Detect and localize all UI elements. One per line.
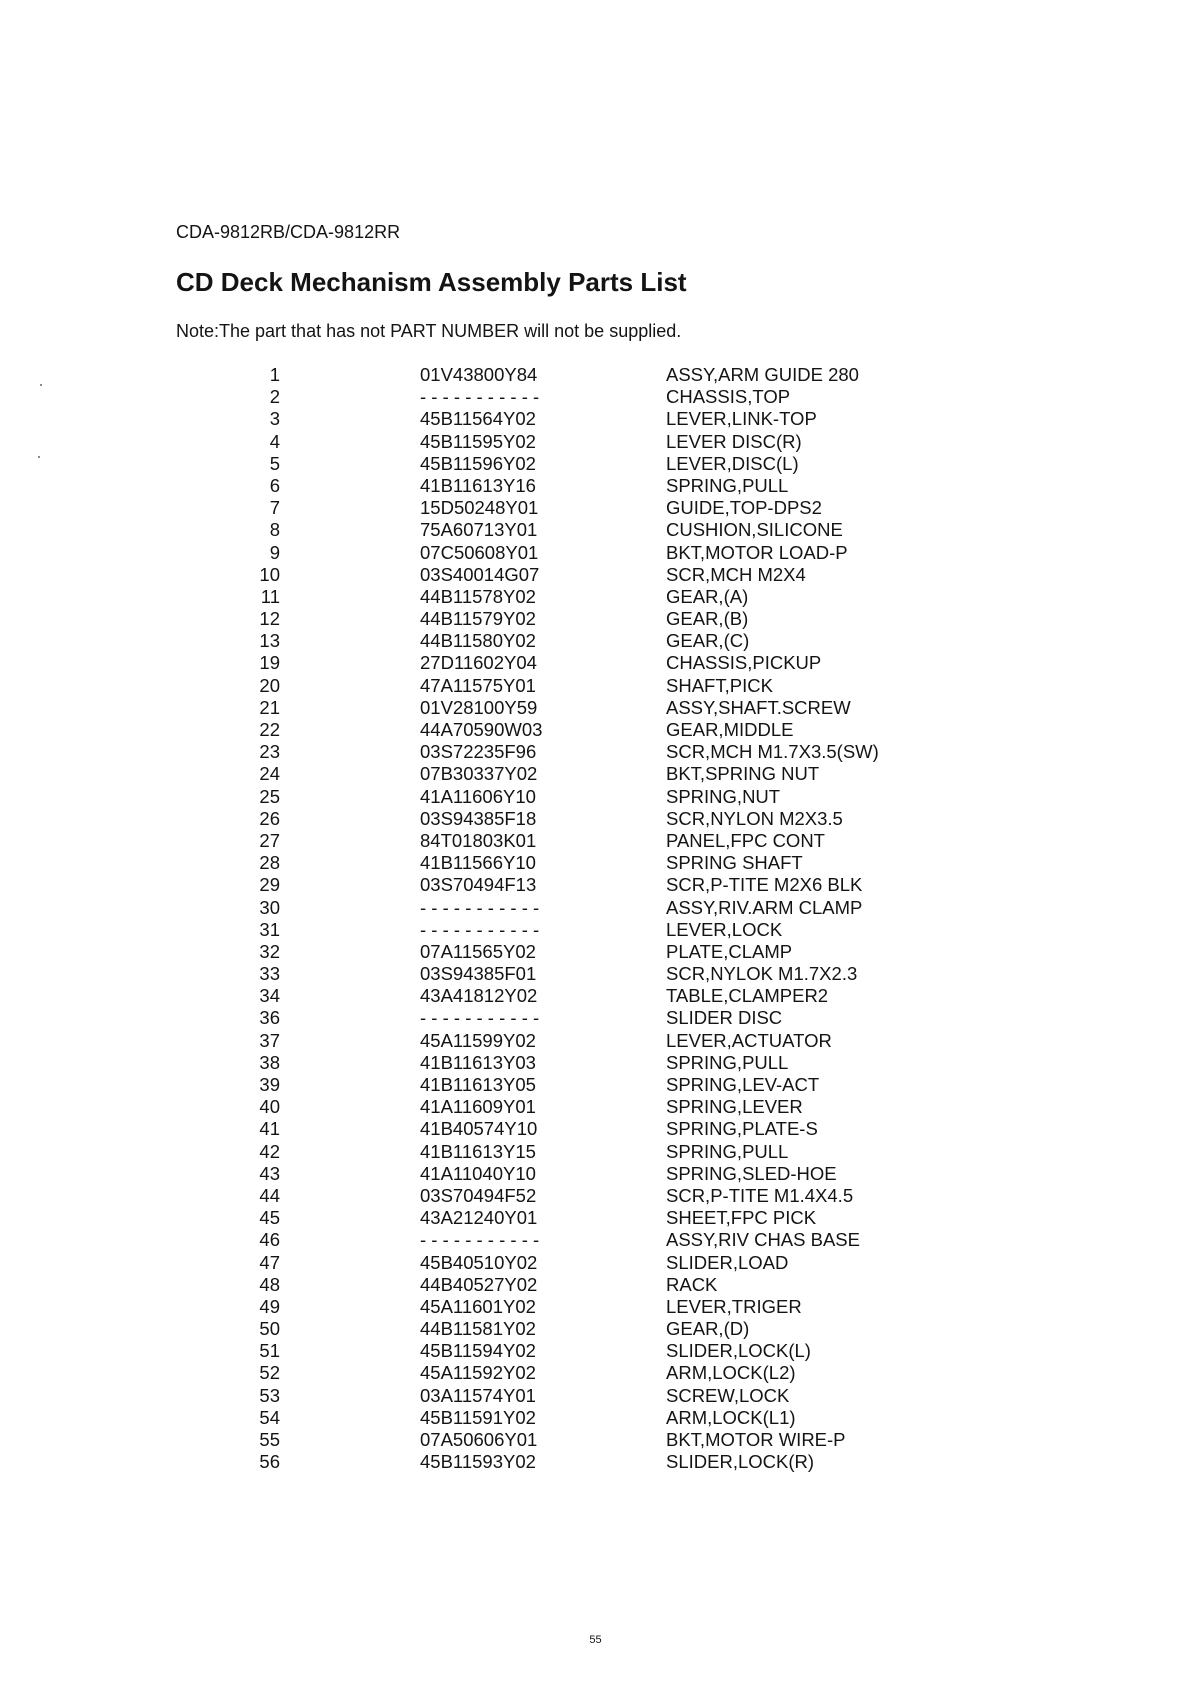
part-row: [0, 808, 1191, 830]
part-description: BKT,MOTOR LOAD-P: [666, 541, 848, 563]
part-row: [0, 1185, 1191, 1207]
item-number: 31: [259, 918, 280, 940]
part-description: CHASSIS,PICKUP: [666, 652, 822, 674]
part-number: 41B11613Y16: [420, 474, 536, 496]
item-number: 47: [259, 1251, 280, 1273]
part-row: [0, 719, 1191, 741]
part-number: 45B11591Y02: [420, 1406, 536, 1428]
part-row: [0, 1252, 1191, 1274]
part-number: 44B11581Y02: [420, 1318, 536, 1340]
part-description: SPRING,LEVER: [666, 1096, 803, 1118]
page-title: CD Deck Mechanism Assembly Parts List: [176, 267, 687, 297]
item-number: 7: [269, 497, 280, 519]
model-number: CDA-9812RB/CDA-9812RR: [176, 222, 401, 242]
part-description: SCR,NYLON M2X3.5: [666, 807, 843, 829]
part-row: [0, 542, 1191, 564]
part-row: [0, 519, 1191, 541]
item-number: 26: [259, 807, 280, 829]
part-description: ARM,LOCK(L1): [666, 1406, 796, 1428]
part-row: [0, 963, 1191, 985]
part-description: SLIDER,LOAD: [666, 1251, 789, 1273]
part-number: 44B40527Y02: [420, 1273, 538, 1295]
part-row: [0, 874, 1191, 896]
part-row: [0, 608, 1191, 630]
part-row: [0, 1385, 1191, 1407]
part-row: [0, 897, 1191, 919]
part-description: SHAFT,PICK: [666, 674, 773, 696]
part-row: [0, 1074, 1191, 1096]
part-description: RACK: [666, 1273, 718, 1295]
part-description: SCREW,LOCK: [666, 1384, 790, 1406]
part-description: GEAR,MIDDLE: [666, 719, 794, 740]
scan-speck: [40, 384, 42, 386]
part-description: PANEL,FPC CONT: [666, 829, 825, 851]
item-number: 44: [259, 1184, 280, 1206]
item-number: 41: [259, 1118, 280, 1140]
part-row: [0, 453, 1191, 475]
item-number: 5: [269, 452, 280, 474]
part-row: [0, 564, 1191, 586]
item-number: 21: [259, 696, 280, 718]
part-description: SCR,NYLOK M1.7X2.3: [666, 963, 858, 985]
item-number: 56: [259, 1451, 280, 1473]
item-number: 55: [259, 1429, 280, 1450]
part-row: [0, 1163, 1191, 1185]
part-row: [0, 475, 1191, 497]
part-row: [0, 1340, 1191, 1362]
part-description: SCR,P-TITE M2X6 BLK: [666, 874, 863, 896]
part-number: 03S70494F13: [420, 874, 537, 896]
part-number: 01V43800Y84: [420, 364, 538, 385]
part-description: SCR,MCH M1.7X3.5(SW): [666, 741, 879, 763]
part-description: GEAR,(B): [666, 608, 749, 630]
item-number: 29: [259, 874, 280, 896]
item-number: 49: [259, 1295, 280, 1317]
part-number: 03S70494F52: [420, 1184, 537, 1206]
part-number: 41B11566Y10: [420, 852, 536, 874]
item-number: 8: [269, 519, 280, 541]
item-number: 45: [259, 1207, 280, 1229]
part-number: 44B11578Y02: [420, 585, 536, 607]
part-row: [0, 497, 1191, 519]
part-number: 07A50606Y01: [420, 1429, 538, 1450]
part-row: [0, 1274, 1191, 1296]
part-description: GEAR,(D): [666, 1318, 750, 1340]
part-number: - - - - - - - - - - -: [420, 918, 540, 940]
item-number: 28: [259, 852, 280, 874]
item-number: 51: [259, 1340, 280, 1362]
part-number: 03S94385F01: [420, 963, 537, 985]
part-number: 41A11606Y10: [420, 785, 536, 807]
part-number: 44B11580Y02: [420, 630, 536, 652]
part-row: [0, 741, 1191, 763]
part-row: [0, 941, 1191, 963]
part-number: 15D50248Y01: [420, 497, 539, 519]
part-number: 01V28100Y59: [420, 696, 538, 718]
parts-list: [0, 364, 1191, 1473]
part-description: PLATE,CLAMP: [666, 940, 793, 962]
part-number: 45A11599Y02: [420, 1029, 536, 1051]
part-row: [0, 652, 1191, 674]
part-row: [0, 1451, 1191, 1473]
part-number: 43A21240Y01: [420, 1207, 538, 1229]
part-row: [0, 1296, 1191, 1318]
part-description: SCR,P-TITE M1.4X4.5: [666, 1184, 854, 1206]
part-number: 45B40510Y02: [420, 1251, 538, 1273]
part-description: SPRING,PULL: [666, 1051, 789, 1073]
part-number: 44B11579Y02: [420, 608, 536, 630]
item-number: 46: [259, 1229, 280, 1251]
part-row: [0, 1052, 1191, 1074]
part-number: 27D11602Y04: [420, 652, 537, 674]
part-number: 03A11574Y01: [420, 1384, 536, 1406]
item-number: 43: [259, 1162, 280, 1184]
item-number: 13: [259, 630, 280, 652]
part-row: [0, 1318, 1191, 1340]
item-number: 27: [259, 829, 280, 851]
part-row: [0, 364, 1191, 386]
item-number: 20: [259, 674, 280, 696]
item-number: 3: [269, 408, 280, 430]
item-number: 4: [269, 430, 280, 452]
part-number: 44A70590W03: [420, 719, 543, 740]
item-number: 53: [259, 1384, 280, 1406]
item-number: 25: [259, 785, 280, 807]
item-number: 22: [259, 719, 280, 740]
item-number: 38: [259, 1051, 280, 1073]
part-description: SPRING,LEV-ACT: [666, 1074, 820, 1095]
item-number: 6: [269, 474, 280, 496]
part-number: 45A11592Y02: [420, 1362, 536, 1384]
part-number: 07B30337Y02: [420, 763, 538, 785]
part-description: TABLE,CLAMPER2: [666, 985, 829, 1007]
part-description: ASSY,ARM GUIDE 280: [666, 364, 859, 385]
item-number: 36: [259, 1007, 280, 1029]
item-number: 1: [269, 364, 280, 385]
part-number: 43A41812Y02: [420, 985, 538, 1007]
part-number: - - - - - - - - - - -: [420, 896, 540, 918]
part-number: - - - - - - - - - - -: [420, 1229, 540, 1251]
part-number: 41B11613Y05: [420, 1074, 536, 1095]
part-description: BKT,MOTOR WIRE-P: [666, 1429, 846, 1450]
item-number: 2: [269, 386, 280, 408]
part-description: SPRING,PULL: [666, 1140, 789, 1162]
item-number: 37: [259, 1029, 280, 1051]
part-description: SLIDER,LOCK(R): [666, 1451, 815, 1473]
part-description: ASSY,RIV.ARM CLAMP: [666, 896, 863, 918]
item-number: 30: [259, 896, 280, 918]
part-description: SPRING,NUT: [666, 785, 781, 807]
scan-speck: [38, 456, 40, 458]
part-description: GUIDE,TOP-DPS2: [666, 497, 822, 519]
part-description: ASSY,SHAFT.SCREW: [666, 696, 851, 718]
part-description: CHASSIS,TOP: [666, 386, 791, 408]
part-number: 41A11609Y01: [420, 1096, 536, 1118]
part-row: [0, 697, 1191, 719]
item-number: 48: [259, 1273, 280, 1295]
part-description: SCR,MCH M2X4: [666, 563, 806, 585]
part-description: SPRING,PLATE-S: [666, 1118, 818, 1140]
part-description: SHEET,FPC PICK: [666, 1207, 817, 1229]
part-description: LEVER DISC(R): [666, 430, 802, 452]
item-number: 24: [259, 763, 280, 785]
part-number: 07A11565Y02: [420, 940, 536, 962]
part-number: 45B11564Y02: [420, 408, 536, 430]
item-number: 39: [259, 1074, 280, 1095]
part-number: - - - - - - - - - - -: [420, 386, 540, 408]
part-row: [0, 431, 1191, 453]
part-number: 41A11040Y10: [420, 1162, 536, 1184]
part-number: 41B11613Y15: [420, 1140, 536, 1162]
part-number: 45B11594Y02: [420, 1340, 536, 1362]
part-row: [0, 1141, 1191, 1163]
part-description: BKT,SPRING NUT: [666, 763, 820, 785]
part-number: - - - - - - - - - - -: [420, 1007, 540, 1029]
part-row: [0, 1229, 1191, 1251]
part-description: CUSHION,SILICONE: [666, 519, 843, 541]
part-description: SLIDER,LOCK(L): [666, 1340, 811, 1362]
part-row: [0, 1096, 1191, 1118]
part-row: [0, 1118, 1191, 1140]
item-number: 10: [259, 563, 280, 585]
part-description: GEAR,(A): [666, 585, 749, 607]
part-number: 45A11601Y02: [420, 1295, 536, 1317]
part-number: 07C50608Y01: [420, 541, 539, 563]
part-number: 47A11575Y01: [420, 674, 536, 696]
part-description: SLIDER DISC: [666, 1007, 783, 1029]
part-row: [0, 763, 1191, 785]
part-row: [0, 852, 1191, 874]
item-number: 54: [259, 1406, 280, 1428]
part-number: 75A60713Y01: [420, 519, 538, 541]
part-description: LEVER,LINK-TOP: [666, 408, 817, 430]
part-row: [0, 985, 1191, 1007]
part-row: [0, 1429, 1191, 1451]
part-description: SPRING SHAFT: [666, 852, 803, 874]
part-number: 03S94385F18: [420, 807, 537, 829]
supply-note: Note:The part that has not PART NUMBER will not be supplied.: [176, 321, 682, 341]
item-number: 34: [259, 985, 280, 1007]
part-description: LEVER,LOCK: [666, 918, 783, 940]
item-number: 42: [259, 1140, 280, 1162]
part-number: 45B11593Y02: [420, 1451, 536, 1473]
part-row: [0, 586, 1191, 608]
item-number: 32: [259, 940, 280, 962]
part-number: 84T01803K01: [420, 829, 537, 851]
part-description: LEVER,TRIGER: [666, 1295, 802, 1317]
item-number: 9: [269, 541, 280, 563]
part-row: [0, 675, 1191, 697]
item-number: 33: [259, 963, 280, 985]
part-row: [0, 1207, 1191, 1229]
part-description: ASSY,RIV CHAS BASE: [666, 1229, 860, 1251]
part-row: [0, 408, 1191, 430]
part-row: [0, 786, 1191, 808]
item-number: 40: [259, 1096, 280, 1118]
part-description: GEAR,(C): [666, 630, 750, 652]
part-row: [0, 830, 1191, 852]
part-number: 03S40014G07: [420, 563, 540, 585]
item-number: 11: [260, 585, 280, 607]
part-number: 41B40574Y10: [420, 1118, 538, 1140]
part-description: ARM,LOCK(L2): [666, 1362, 796, 1384]
part-row: [0, 630, 1191, 652]
item-number: 23: [259, 741, 280, 763]
item-number: 19: [259, 652, 280, 674]
item-number: 52: [259, 1362, 280, 1384]
part-row: [0, 386, 1191, 408]
page-number: 55: [589, 1634, 602, 1646]
item-number: 50: [259, 1318, 280, 1340]
part-number: 45B11596Y02: [420, 452, 536, 474]
part-number: 03S72235F96: [420, 741, 537, 763]
part-description: SPRING,PULL: [666, 474, 789, 496]
part-row: [0, 1407, 1191, 1429]
part-row: [0, 1362, 1191, 1384]
part-number: 41B11613Y03: [420, 1051, 536, 1073]
part-row: [0, 1030, 1191, 1052]
item-number: 12: [259, 608, 280, 630]
part-row: [0, 919, 1191, 941]
part-row: [0, 1007, 1191, 1029]
part-number: 45B11595Y02: [420, 430, 536, 452]
part-description: LEVER,DISC(L): [666, 452, 799, 474]
part-description: LEVER,ACTUATOR: [666, 1029, 832, 1051]
part-description: SPRING,SLED-HOE: [666, 1162, 837, 1184]
